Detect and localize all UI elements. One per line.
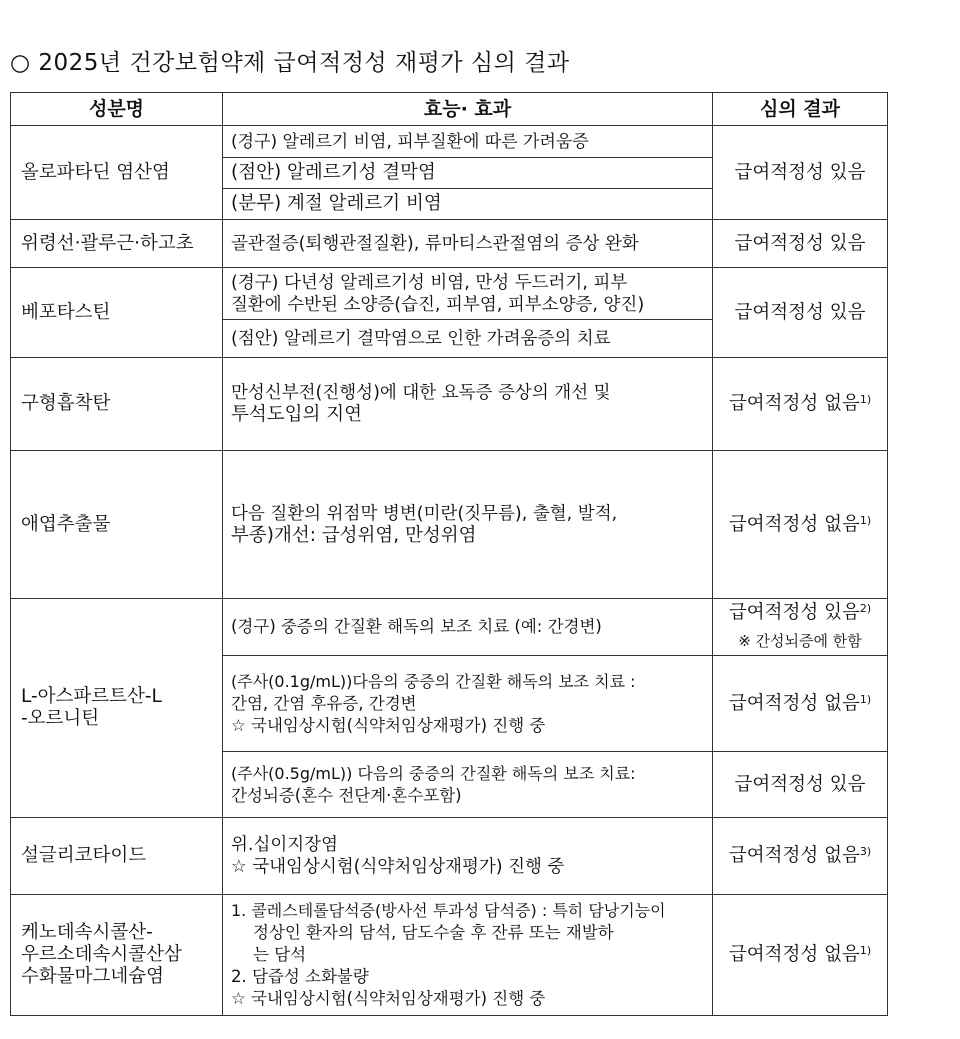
result-text: 급여적정성 없음: [728, 692, 860, 714]
efficacy-text: 골관절증(퇴행관절질환), 류마티스관절염의 증상 완화: [223, 220, 713, 268]
efficacy-text: [223, 895, 713, 1016]
footnote-marker: 3): [859, 845, 872, 858]
footnote-marker: 1): [859, 513, 872, 527]
result-text: 급여적정성 있음: [713, 268, 888, 358]
table-header-row: [11, 93, 888, 126]
efficacy-line: ☆ 국내임상시험(식약처임상재평가) 진행 중: [231, 989, 546, 1008]
ingredient-name: 올로파타딘 염산염: [11, 126, 223, 220]
result-text: 급여적정성 없음: [728, 944, 860, 965]
efficacy-text: [223, 752, 713, 818]
result-text: 급여적정성 있음: [713, 220, 888, 268]
table-row: [11, 451, 888, 599]
efficacy-text: [223, 451, 713, 599]
ingredient-name: [11, 895, 223, 1016]
efficacy-text: [223, 656, 713, 752]
ingredient-name-line: -오르니틴: [21, 708, 100, 729]
ingredient-name-line: 수화물마그네슘염: [21, 966, 164, 987]
efficacy-text: (점안) 알레르기성 결막염: [223, 158, 713, 189]
result-cell: [713, 818, 888, 895]
result-text: 급여적정성 있음: [713, 126, 888, 220]
table-row: [11, 126, 888, 158]
table-row: [11, 599, 888, 656]
ingredient-name: [11, 599, 223, 818]
footnote-marker: 2): [859, 602, 872, 615]
efficacy-text: (분무) 계절 알레르기 비염: [223, 189, 713, 220]
footnote-marker: 1): [859, 944, 872, 957]
table-row: [11, 268, 888, 320]
efficacy-text: [223, 358, 713, 451]
result-cell: [713, 358, 888, 451]
footnote-marker: 1): [859, 393, 872, 406]
result-cell: [713, 656, 888, 752]
efficacy-line: 질환에 수반된 소양증(습진, 피부염, 피부소양증, 양진): [231, 294, 645, 315]
table-row: [11, 895, 888, 1016]
efficacy-line: 정상인 환자의 담석, 담도수술 후 잔류 또는 재발하: [253, 923, 614, 942]
result-note: ※ 간성뇌증에 한함: [738, 632, 862, 650]
result-text: 급여적정성 없음: [728, 845, 860, 866]
header-ingredient: 성분명: [11, 93, 223, 126]
page-title: ○ 2025년 건강보험약제 급여적정성 재평가 심의 결과: [10, 50, 570, 76]
ingredient-name: 위령선·괄루근·하고초: [11, 220, 223, 268]
ingredient-name-line: 우르소데속시콜산삼: [21, 944, 182, 965]
efficacy-text: [223, 818, 713, 895]
efficacy-line: 다음 질환의 위점막 병변(미란(짓무름), 출혈, 발적,: [231, 503, 618, 524]
table-row: [11, 220, 888, 268]
ingredient-name-line: L-아스파르트산-L: [21, 686, 162, 707]
ingredient-name-line: 케노데속시콜산-: [21, 922, 153, 943]
table-row: [11, 358, 888, 451]
efficacy-line: ☆ 국내임상시험(식약처임상재평가) 진행 중: [231, 715, 546, 735]
efficacy-line: 간성뇌증(혼수 전단계·혼수포함): [231, 785, 462, 805]
ingredient-name: 애엽추출물: [11, 451, 223, 599]
efficacy-line: 부종)개선: 급성위염, 만성위염: [231, 524, 477, 546]
header-result: 심의 결과: [713, 93, 888, 126]
result-cell: [713, 599, 888, 656]
efficacy-text: (경구) 알레르기 비염, 피부질환에 따른 가려움증: [223, 126, 713, 158]
ingredient-name: 설글리코타이드: [11, 818, 223, 895]
review-results-table: [10, 92, 888, 1016]
efficacy-line: (주사(0.1g/mL))다음의 중증의 간질환 해독의 보조 치료 :: [231, 671, 636, 691]
result-text: 급여적정성 있음: [713, 752, 888, 818]
header-efficacy: 효능· 효과: [223, 93, 713, 126]
efficacy-line: 2. 담즙성 소화불량: [231, 967, 369, 986]
ingredient-name: 구형흡착탄: [11, 358, 223, 451]
efficacy-text: (경구) 중증의 간질환 해독의 보조 치료 (예: 간경변): [223, 599, 713, 656]
result-cell: [713, 895, 888, 1016]
result-text: 급여적정성 없음: [728, 513, 860, 535]
efficacy-line: (주사(0.5g/mL)) 다음의 중증의 간질환 해독의 보조 치료:: [231, 763, 636, 783]
efficacy-line: ☆ 국내임상시험(식약처임상재평가) 진행 중: [231, 857, 565, 877]
efficacy-line: 는 담석: [253, 945, 307, 964]
efficacy-text: [223, 268, 713, 320]
result-text: 급여적정성 있음: [728, 602, 860, 623]
efficacy-line: 위.십이지장염: [231, 835, 338, 855]
efficacy-line: 간염, 간염 후유증, 간경변: [231, 693, 417, 713]
efficacy-text: (점안) 알레르기 결막염으로 인한 가려움증의 치료: [223, 320, 713, 358]
efficacy-line: 1. 콜레스테롤담석증(방사선 투과성 담석증) : 특히 담낭기능이: [231, 901, 666, 920]
ingredient-name: 베포타스틴: [11, 268, 223, 358]
result-cell: [713, 451, 888, 599]
efficacy-line: (경구) 다년성 알레르기성 비염, 만성 두드러기, 피부: [231, 272, 628, 293]
table-row: [11, 818, 888, 895]
result-text: 급여적정성 없음: [728, 393, 860, 414]
footnote-marker: 1): [859, 692, 872, 706]
efficacy-line: 만성신부전(진행성)에 대한 요독증 증상의 개선 및: [231, 383, 611, 403]
efficacy-line: 투석도입의 지연: [231, 404, 362, 425]
